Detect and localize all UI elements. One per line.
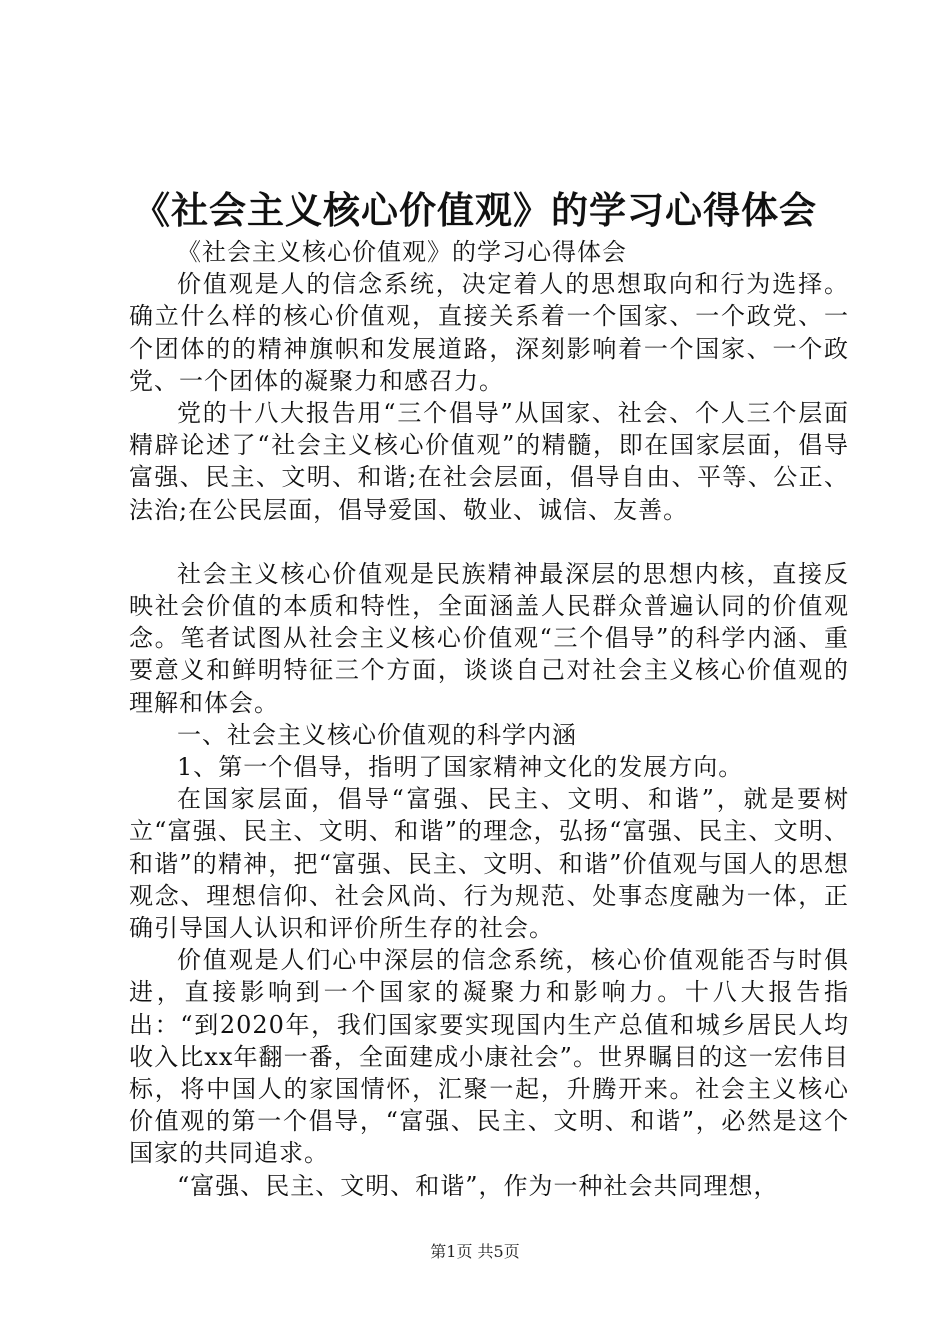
paragraph: “富强、民主、文明、和谐”，作为一种社会共同理想， <box>177 1171 779 1200</box>
paragraph: 社会主义核心价值观是民族精神最深层的思想内核，直接反映社会价值的本质和特性，全面涵盖人民群众普遍认同的价值观念。笔者试图从社会主义核心价值观“三个倡导”的科学内涵、重要意义和鲜明特征三个方面，谈谈自己对社会主义核心价值观的理解和体会。 <box>129 559 849 717</box>
paragraph: 在国家层面，倡导“富强、民主、文明、和谐”，就是要树立“富强、民主、文明、和谐”的理念，弘扬“富强、民主、文明、和谐”的精神，把“富强、民主、文明、和谐”价值观与国人的思想观念、理想信仰、社会风尚、行为规范、处事态度融为一体，正确引导国人认识和评价所生存的社会。 <box>129 785 849 943</box>
section-heading: 一、社会主义核心价值观的科学内涵 <box>177 720 577 749</box>
subsection-heading: 1、第一个倡导，指明了国家精神文化的发展方向。 <box>177 753 744 782</box>
page-footer: 第1页 共5页 <box>430 1242 520 1261</box>
paragraph: 价值观是人的信念系统，决定着人的思想取向和行为选择。确立什么样的核心价值观，直接关系着一个国家、一个政党、一个团体的的精神旗帜和发展道路，深刻影响着一个国家、一个政党、一个团体的凝聚力和感召力。 <box>129 270 849 395</box>
document-subtitle: 《社会主义核心价值观》的学习心得体会 <box>177 238 627 266</box>
document-title: 《社会主义核心价值观》的学习心得体会 <box>133 188 817 232</box>
paragraph: 党的十八大报告用“三个倡导”从国家、社会、个人三个层面精辟论述了“社会主义核心价值观”的精髓，即在国家层面，倡导富强、民主、文明、和谐;在社会层面，倡导自由、平等、公正、法治;在公民层面，倡导爱国、敬业、诚信、友善。 <box>129 399 849 524</box>
document-body <box>129 236 849 1202</box>
paragraph: 价值观是人们心中深层的信念系统，核心价值观能否与时俱进，直接影响到一个国家的凝聚力和影响力。十八大报告指出：“到2020年，我们国家要实现国内生产总值和城乡居民人均收入比xx年翻一番，全面建成小康社会”。世界瞩目的这一宏伟目标，将中国人的家国情怀，汇聚一起，升腾开来。社会主义核心价值观的第一个倡导，“富强、民主、文明、和谐”，必然是这个国家的共同追求。 <box>129 946 849 1168</box>
